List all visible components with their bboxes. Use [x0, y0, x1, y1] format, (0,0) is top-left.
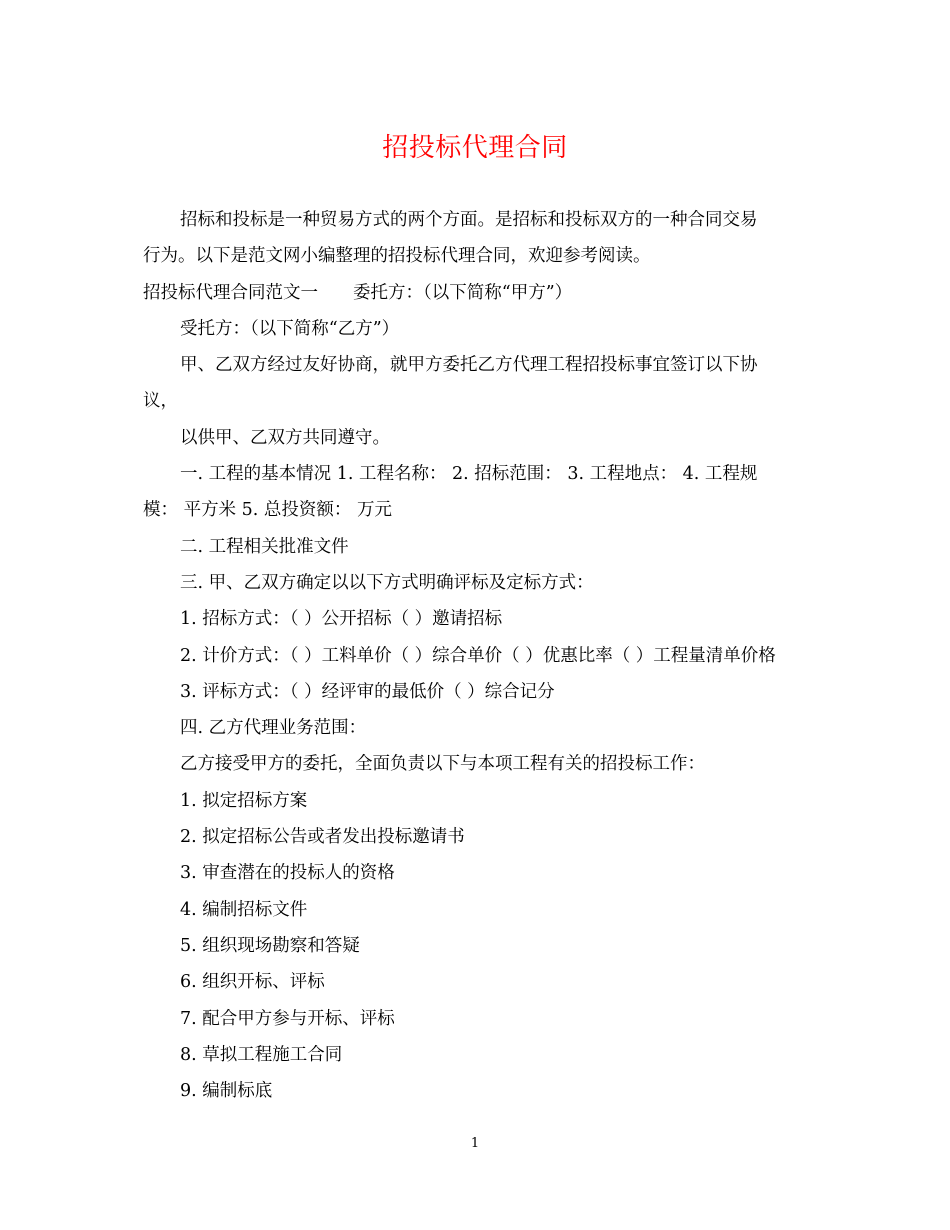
document-title: 招投标代理合同 [382, 133, 568, 163]
section-heading: 四. 乙方代理业务范围： [180, 718, 367, 739]
list-item: 2. 计价方式：（ ）工料单价（ ）综合单价（ ）优惠比率（ ）工程量清单价格 [180, 645, 776, 666]
list-item: 4. 编制招标文件 [180, 899, 308, 920]
list-item: 3. 评标方式：（ ）经评审的最低价（ ）综合记分 [180, 681, 555, 702]
paragraph-line: 模： 平方米 5. 总投资额： 万元 [143, 500, 392, 521]
list-item: 7. 配合甲方参与开标、评标 [180, 1008, 395, 1029]
page-number: 1 [470, 1136, 480, 1151]
section-heading: 三. 甲、乙双方确定以以下方式明确评标及定标方式： [180, 572, 594, 593]
list-item: 9. 编制标底 [180, 1081, 273, 1102]
list-item: 1. 拟定招标方案 [180, 790, 308, 811]
list-item: 3. 审查潜在的投标人的资格 [180, 863, 395, 884]
paragraph-line: 乙方接受甲方的委托，全面负责以下与本项工程有关的招投标工作： [180, 754, 705, 775]
paragraph-line: 一. 工程的基本情况 1. 工程名称： 2. 招标范围： 3. 工程地点： 4. 工程规 [180, 464, 758, 485]
list-item: 8. 草拟工程施工合同 [180, 1044, 343, 1065]
document-body [143, 202, 807, 1109]
list-item: 5. 组织现场勘察和答疑 [180, 935, 360, 956]
paragraph-line: 议， [143, 391, 178, 412]
list-item: 1. 招标方式：（ ）公开招标（ ）邀请招标 [180, 609, 503, 630]
paragraph-line: 招标和投标是一种贸易方式的两个方面。是招标和投标双方的一种合同交易 [180, 210, 758, 230]
paragraph-line: 甲、乙双方经过友好协商，就甲方委托乙方代理工程招投标事宜签订以下协 [180, 355, 758, 376]
paragraph-line: 受托方：（以下简称“乙方”） [180, 318, 400, 339]
list-item: 6. 组织开标、评标 [180, 972, 325, 993]
section-heading: 二. 工程相关批准文件 [180, 536, 349, 557]
paragraph-line: 招投标代理合同范文一 委托方：（以下简称“甲方”） [143, 282, 573, 303]
paragraph-line: 行为。以下是范文网小编整理的招投标代理合同，欢迎参考阅读。 [143, 246, 651, 267]
paragraph-line: 以供甲、乙双方共同遵守。 [180, 427, 390, 448]
list-item: 2. 拟定招标公告或者发出投标邀请书 [180, 827, 465, 848]
